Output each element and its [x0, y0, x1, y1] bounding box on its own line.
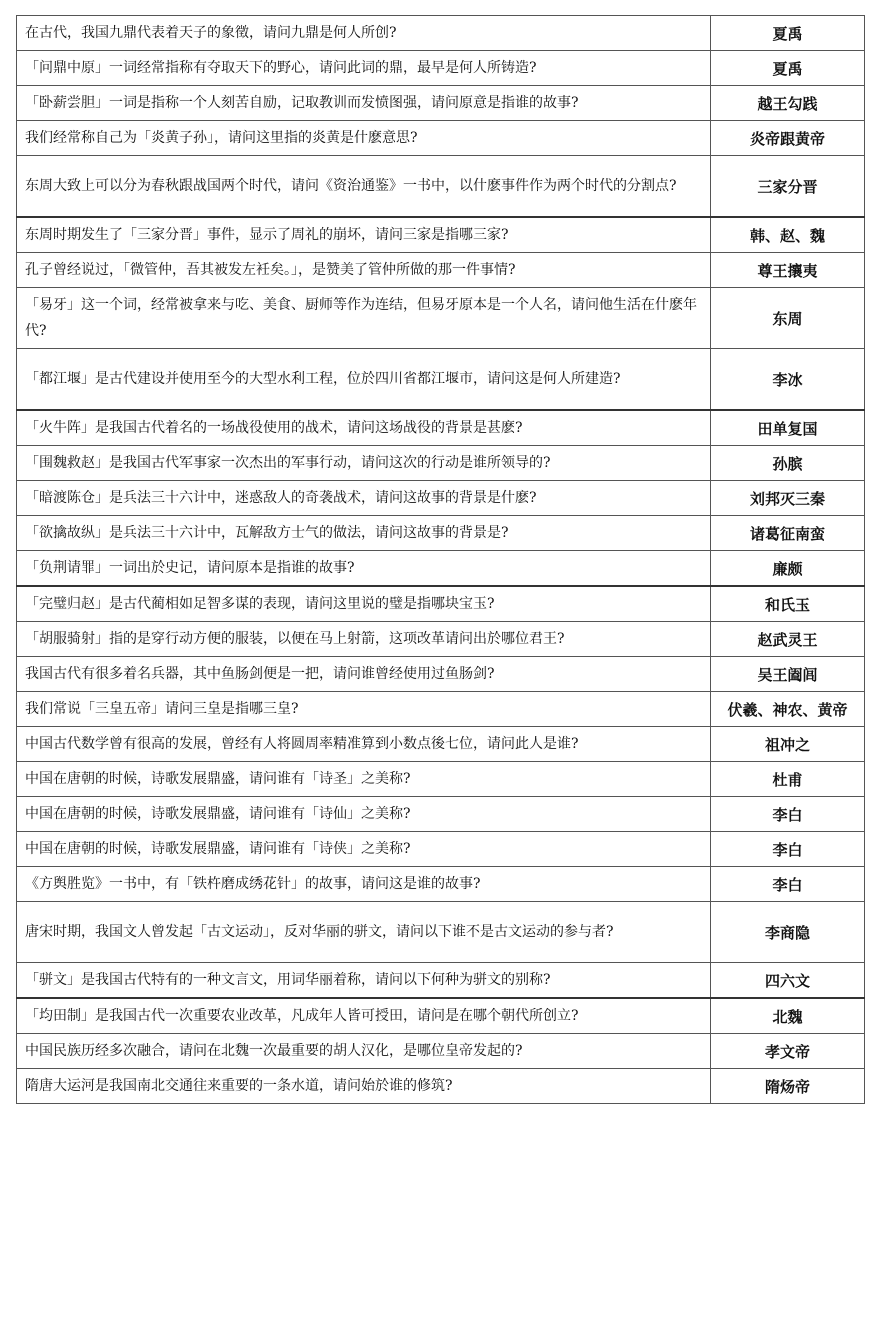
question-cell: 我们经常称自己为「炎黄子孙」，请问这里指的炎黄是什麽意思? [17, 121, 711, 156]
table-row [17, 762, 865, 797]
question-cell: 「火牛阵」是我国古代着名的一场战役使用的战术，请问这场战役的背景是甚麽? [17, 410, 711, 446]
question-cell: 「欲擒故纵」是兵法三十六计中，瓦解敌方士气的做法，请问这故事的背景是? [17, 516, 711, 551]
question-cell: 东周时期发生了「三家分晋」事件，显示了周礼的崩坏，请问三家是指哪三家? [17, 217, 711, 253]
table-row [17, 156, 865, 218]
answer-cell: 刘邦灭三秦 [711, 481, 865, 516]
answer-cell: 李冰 [711, 349, 865, 411]
table-row [17, 51, 865, 86]
question-cell: 「都江堰」是古代建设并使用至今的大型水利工程，位於四川省都江堰市，请问这是何人所建造? [17, 349, 711, 411]
answer-cell: 田单复国 [711, 410, 865, 446]
answer-cell: 北魏 [711, 998, 865, 1034]
table-row [17, 253, 865, 288]
answer-cell: 越王勾践 [711, 86, 865, 121]
table-row [17, 16, 865, 51]
question-cell: 「卧薪尝胆」一词是指称一个人刻苦自励，记取教训而发愤图强，请问原意是指谁的故事? [17, 86, 711, 121]
answer-cell: 尊王攘夷 [711, 253, 865, 288]
table-row [17, 832, 865, 867]
question-cell: 东周大致上可以分为春秋跟战国两个时代，请问《资治通鉴》一书中，以什麽事件作为两个时代的分割点? [17, 156, 711, 218]
answer-cell: 李商隐 [711, 902, 865, 963]
answer-cell: 伏羲、神农、黄帝 [711, 692, 865, 727]
question-cell: 「易牙」这一个词，经常被拿来与吃、美食、厨师等作为连结，但易牙原本是一个人名，请问他生活在什麽年代? [17, 288, 711, 349]
table-row [17, 516, 865, 551]
question-cell: 「负荆请罪」一词出於史记，请问原本是指谁的故事? [17, 551, 711, 587]
question-cell: 唐宋时期，我国文人曾发起「古文运动」，反对华丽的骈文，请问以下谁不是古文运动的参与者? [17, 902, 711, 963]
table-row [17, 86, 865, 121]
question-cell: 「围魏救赵」是我国古代军事家一次杰出的军事行动，请问这次的行动是谁所领导的? [17, 446, 711, 481]
table-row [17, 727, 865, 762]
answer-cell: 隋炀帝 [711, 1069, 865, 1104]
question-cell: 「完璧归赵」是古代蔺相如足智多谋的表现，请问这里说的璧是指哪块宝玉? [17, 586, 711, 622]
answer-cell: 李白 [711, 867, 865, 902]
answer-cell: 夏禹 [711, 51, 865, 86]
answer-cell: 李白 [711, 832, 865, 867]
table-row [17, 1034, 865, 1069]
question-cell: 中国在唐朝的时候，诗歌发展鼎盛，请问谁有「诗侠」之美称? [17, 832, 711, 867]
answer-cell: 祖冲之 [711, 727, 865, 762]
table-row [17, 446, 865, 481]
answer-cell: 四六文 [711, 963, 865, 999]
answer-cell: 李白 [711, 797, 865, 832]
answer-cell: 夏禹 [711, 16, 865, 51]
table-row [17, 410, 865, 446]
answer-cell: 廉颇 [711, 551, 865, 587]
table-row [17, 902, 865, 963]
table-row [17, 349, 865, 411]
qa-table-body [17, 16, 865, 1104]
question-cell: 我们常说「三皇五帝」请问三皇是指哪三皇? [17, 692, 711, 727]
answer-cell: 东周 [711, 288, 865, 349]
qa-table [16, 15, 865, 1104]
answer-cell: 赵武灵王 [711, 622, 865, 657]
question-cell: 「胡服骑射」指的是穿行动方便的服装，以便在马上射箭，这项改革请问出於哪位君王? [17, 622, 711, 657]
question-cell: 中国在唐朝的时候，诗歌发展鼎盛，请问谁有「诗圣」之美称? [17, 762, 711, 797]
answer-cell: 孝文帝 [711, 1034, 865, 1069]
question-cell: 在古代，我国九鼎代表着天子的象徵，请问九鼎是何人所创? [17, 16, 711, 51]
table-row [17, 551, 865, 587]
answer-cell: 韩、赵、魏 [711, 217, 865, 253]
answer-cell: 杜甫 [711, 762, 865, 797]
table-row [17, 481, 865, 516]
answer-cell: 炎帝跟黄帝 [711, 121, 865, 156]
answer-cell: 吴王阖闾 [711, 657, 865, 692]
answer-cell: 和氏玉 [711, 586, 865, 622]
question-cell: 隋唐大运河是我国南北交通往来重要的一条水道，请问始於谁的修筑? [17, 1069, 711, 1104]
answer-cell: 三家分晋 [711, 156, 865, 218]
table-row [17, 1069, 865, 1104]
answer-cell: 诸葛征南蛮 [711, 516, 865, 551]
table-row [17, 217, 865, 253]
table-row [17, 622, 865, 657]
table-row [17, 867, 865, 902]
question-cell: 中国民族历经多次融合，请问在北魏一次最重要的胡人汉化，是哪位皇帝发起的? [17, 1034, 711, 1069]
question-cell: 《方舆胜览》一书中，有「铁杵磨成绣花针」的故事，请问这是谁的故事? [17, 867, 711, 902]
table-row [17, 288, 865, 349]
question-cell: 孔子曾经说过，「微管仲，吾其被发左衽矣。」，是赞美了管仲所做的那一件事情? [17, 253, 711, 288]
table-row [17, 998, 865, 1034]
table-row [17, 692, 865, 727]
table-row [17, 797, 865, 832]
question-cell: 中国古代数学曾有很高的发展，曾经有人将圆周率精准算到小数点後七位，请问此人是谁? [17, 727, 711, 762]
table-row [17, 586, 865, 622]
table-row [17, 657, 865, 692]
question-cell: 「骈文」是我国古代特有的一种文言文，用词华丽着称，请问以下何种为骈文的别称? [17, 963, 711, 999]
table-row [17, 963, 865, 999]
question-cell: 「问鼎中原」一词经常指称有夺取天下的野心，请问此词的鼎，最早是何人所铸造? [17, 51, 711, 86]
answer-cell: 孙膑 [711, 446, 865, 481]
question-cell: 「暗渡陈仓」是兵法三十六计中，迷惑敌人的奇袭战术，请问这故事的背景是什麽? [17, 481, 711, 516]
question-cell: 中国在唐朝的时候，诗歌发展鼎盛，请问谁有「诗仙」之美称? [17, 797, 711, 832]
question-cell: 「均田制」是我国古代一次重要农业改革，凡成年人皆可授田，请问是在哪个朝代所创立? [17, 998, 711, 1034]
question-cell: 我国古代有很多着名兵器，其中鱼肠剑便是一把，请问谁曾经使用过鱼肠剑? [17, 657, 711, 692]
table-row [17, 121, 865, 156]
